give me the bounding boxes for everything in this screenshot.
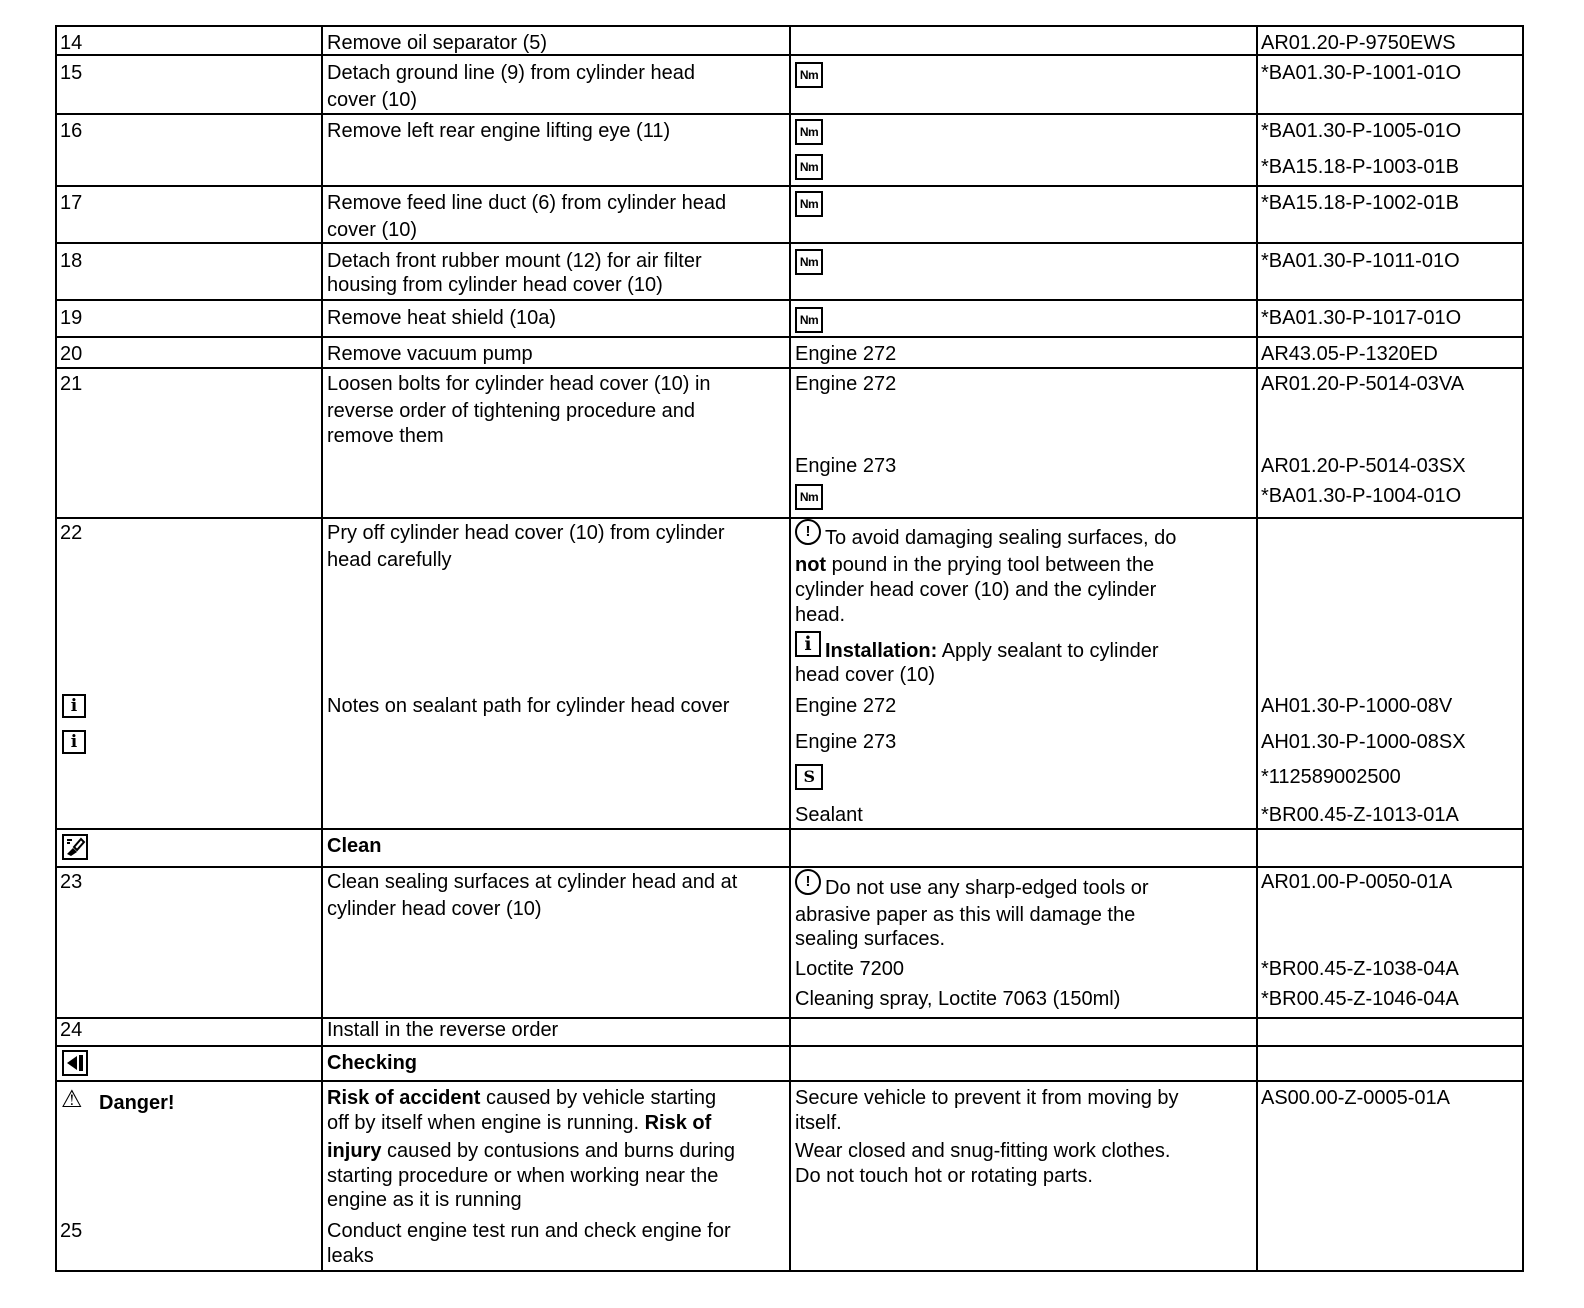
engine-note: Engine 272	[795, 343, 897, 365]
step-description: Detach ground line (9) from cylinder head	[327, 62, 695, 84]
material-note: Loctite 7200	[795, 958, 904, 980]
reference-code[interactable]: *BA15.18-P-1003-01B	[1261, 156, 1459, 178]
step-description: leaks	[327, 1245, 374, 1267]
reference-code[interactable]: AR01.20-P-9750EWS	[1261, 32, 1456, 54]
torque-nm-icon[interactable]: Nm	[795, 62, 823, 88]
row-divider	[57, 299, 1522, 301]
installation-note: Installation: Apply sealant to cylinder	[825, 640, 1159, 662]
row-divider	[57, 336, 1522, 338]
torque-nm-icon[interactable]: Nm	[795, 191, 823, 217]
check-icon	[62, 1050, 88, 1076]
caution-text: abrasive paper as this will damage the	[795, 904, 1136, 926]
step-description: Remove heat shield (10a)	[327, 307, 557, 329]
info-icon: i	[795, 631, 821, 657]
step-description: Remove feed line duct (6) from cylinder head	[327, 192, 727, 214]
torque-nm-icon[interactable]: Nm	[795, 154, 823, 180]
row-divider	[57, 242, 1522, 244]
material-note: Sealant	[795, 804, 863, 826]
step-description: remove them	[327, 425, 444, 447]
reference-code[interactable]: AS00.00-Z-0005-01A	[1261, 1087, 1451, 1109]
reference-code[interactable]: *BA01.30-P-1005-01O	[1261, 120, 1462, 142]
step-number: 22	[60, 522, 83, 544]
section-heading: Checking	[327, 1052, 418, 1074]
step-description: Loosen bolts for cylinder head cover (10) in	[327, 373, 711, 395]
step-number: 16	[60, 120, 83, 142]
engine-note: Engine 273	[795, 731, 897, 753]
step-description: Install in the reverse order	[327, 1019, 559, 1041]
reference-code[interactable]: AR01.20-P-5014-03SX	[1261, 455, 1466, 477]
row-divider	[57, 828, 1522, 830]
step-description: Conduct engine test run and check engine for	[327, 1220, 731, 1242]
step-description: cover (10)	[327, 89, 418, 111]
engine-note: Engine 272	[795, 695, 897, 717]
engine-note: Engine 273	[795, 455, 897, 477]
row-divider	[57, 185, 1522, 187]
reference-code[interactable]: *BR00.45-Z-1013-01A	[1261, 804, 1459, 826]
step-number: 23	[60, 871, 83, 893]
reference-code[interactable]: *BR00.45-Z-1046-04A	[1261, 988, 1459, 1010]
caution-icon: !	[795, 869, 821, 895]
row-divider	[57, 517, 1522, 519]
safety-note: Do not touch hot or rotating parts.	[795, 1165, 1093, 1187]
step-number: 14	[60, 32, 83, 54]
caution-text: sealing surfaces.	[795, 928, 946, 950]
step-number: 15	[60, 62, 83, 84]
step-description: Remove oil separator (5)	[327, 32, 548, 54]
caution-text: not pound in the prying tool between the	[795, 554, 1155, 576]
row-divider	[57, 1045, 1522, 1047]
column-divider	[789, 27, 791, 1270]
installation-note: head cover (10)	[795, 664, 936, 686]
procedure-table	[55, 25, 1524, 1272]
material-note: Cleaning spray, Loctite 7063 (150ml)	[795, 988, 1121, 1010]
info-icon[interactable]: i	[62, 730, 86, 754]
caution-text: Do not use any sharp-edged tools or	[825, 877, 1149, 899]
reference-code[interactable]: AR01.20-P-5014-03VA	[1261, 373, 1465, 395]
step-description: Notes on sealant path for cylinder head cover	[327, 695, 730, 717]
danger-text: Risk of accident caused by vehicle starting	[327, 1087, 717, 1109]
step-description: cover (10)	[327, 219, 418, 241]
torque-nm-icon[interactable]: Nm	[795, 484, 823, 510]
reference-code[interactable]: *BA01.30-P-1004-01O	[1261, 485, 1462, 507]
reference-code[interactable]: *BA15.18-P-1002-01B	[1261, 192, 1459, 214]
step-number: 25	[60, 1220, 83, 1242]
reference-code[interactable]: AH01.30-P-1000-08V	[1261, 695, 1453, 717]
step-number: 20	[60, 343, 83, 365]
torque-nm-icon[interactable]: Nm	[795, 119, 823, 145]
safety-note: Secure vehicle to prevent it from moving by	[795, 1087, 1179, 1109]
step-description: reverse order of tightening procedure and	[327, 400, 696, 422]
row-divider	[57, 866, 1522, 868]
torque-nm-icon[interactable]: Nm	[795, 249, 823, 275]
danger-text: engine as it is running	[327, 1189, 522, 1211]
caution-text: To avoid damaging sealing surfaces, do	[825, 527, 1177, 549]
reference-code[interactable]: *112589002500	[1261, 766, 1401, 788]
special-tool-icon[interactable]: S	[795, 764, 823, 790]
reference-code[interactable]: AH01.30-P-1000-08SX	[1261, 731, 1466, 753]
step-number: 19	[60, 307, 83, 329]
engine-note: Engine 272	[795, 373, 897, 395]
step-description: head carefully	[327, 549, 452, 571]
safety-note: Wear closed and snug-fitting work clothes.	[795, 1140, 1171, 1162]
danger-icon: ⚠	[61, 1086, 83, 1113]
row-divider	[57, 113, 1522, 115]
step-description: Remove vacuum pump	[327, 343, 533, 365]
section-heading: Clean	[327, 835, 382, 857]
danger-label: Danger!	[99, 1092, 175, 1114]
column-divider	[321, 27, 323, 1270]
row-divider	[57, 367, 1522, 369]
step-description: Detach front rubber mount (12) for air filter	[327, 250, 702, 272]
caution-icon: !	[795, 519, 821, 545]
danger-text: off by itself when engine is running. Risk of	[327, 1112, 712, 1134]
step-description: Clean sealing surfaces at cylinder head and at	[327, 871, 738, 893]
step-number: 24	[60, 1019, 83, 1041]
step-number: 21	[60, 373, 83, 395]
reference-code[interactable]: AR43.05-P-1320ED	[1261, 343, 1438, 365]
step-description: Pry off cylinder head cover (10) from cylinder	[327, 522, 725, 544]
column-divider	[1256, 27, 1258, 1270]
danger-text: injury caused by contusions and burns during	[327, 1140, 736, 1162]
caution-text: head.	[795, 604, 846, 626]
reference-code[interactable]: AR01.00-P-0050-01A	[1261, 871, 1453, 893]
torque-nm-icon[interactable]: Nm	[795, 307, 823, 333]
step-description: housing from cylinder head cover (10)	[327, 274, 663, 296]
row-divider	[57, 1017, 1522, 1019]
info-icon[interactable]: i	[62, 694, 86, 718]
reference-code[interactable]: *BA01.30-P-1001-01O	[1261, 62, 1462, 84]
step-description: cylinder head cover (10)	[327, 898, 542, 920]
danger-text: starting procedure or when working near the	[327, 1165, 719, 1187]
safety-note: itself.	[795, 1112, 842, 1134]
step-description: Remove left rear engine lifting eye (11)	[327, 120, 671, 142]
reference-code[interactable]: *BA01.30-P-1011-01O	[1261, 250, 1460, 272]
clean-icon	[62, 834, 88, 860]
step-number: 18	[60, 250, 83, 272]
caution-text: cylinder head cover (10) and the cylinder	[795, 579, 1157, 601]
row-divider	[57, 1080, 1522, 1082]
reference-code[interactable]: *BA01.30-P-1017-01O	[1261, 307, 1462, 329]
step-number: 17	[60, 192, 83, 214]
reference-code[interactable]: *BR00.45-Z-1038-04A	[1261, 958, 1459, 980]
